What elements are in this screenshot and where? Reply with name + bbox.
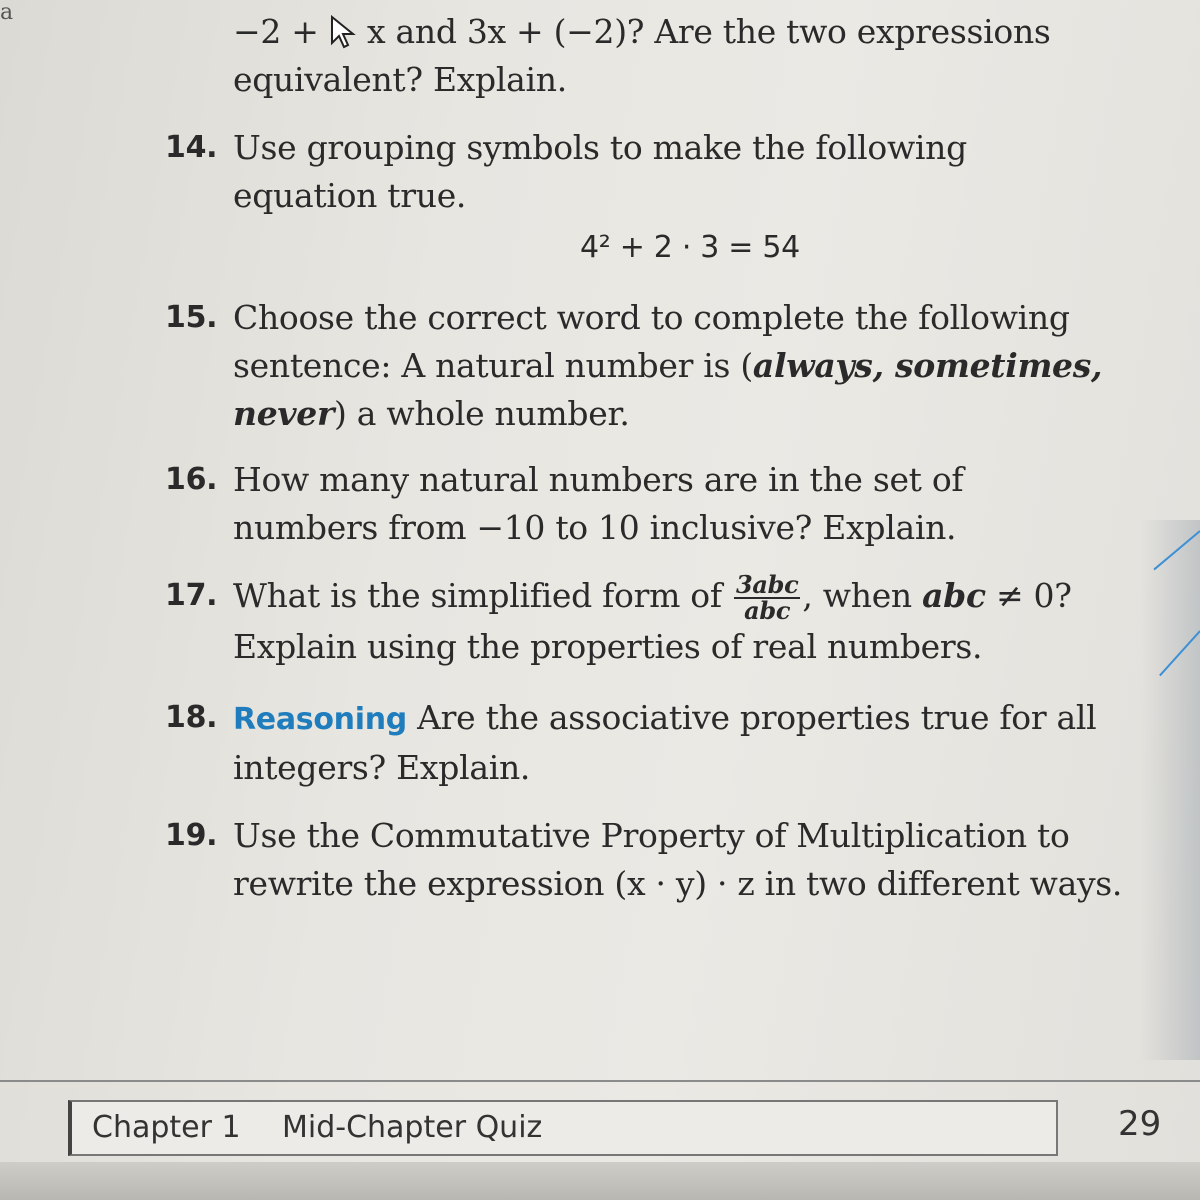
bottom-strip <box>0 1162 1200 1200</box>
problem-14-line-2: equation true. <box>233 176 467 215</box>
problem-16 <box>165 456 963 552</box>
problem-14-line-1: Use grouping symbols to make the following <box>233 128 967 167</box>
edge-line <box>1153 530 1200 570</box>
problem-13-line-1: −2 + x and 3x + (−2)? Are the two expressions <box>233 12 1051 51</box>
problem-19-line-2: rewrite the expression (x · y) · z in two different ways. <box>233 864 1123 903</box>
problem-18-line-1: Reasoning Are the associative properties true for all <box>233 698 1097 737</box>
problem-13-line-2: equivalent? Explain. <box>233 60 567 99</box>
problem-15-line-2: sentence: A natural number is (always, sometimes, <box>233 346 1103 385</box>
problem-number: 17. <box>165 578 218 613</box>
problem-15-line-1: Choose the correct word to complete the following <box>233 298 1070 337</box>
problem-number: 16. <box>165 462 218 497</box>
reasoning-label: Reasoning <box>233 702 407 737</box>
equation: 4² + 2 · 3 = 54 <box>579 230 800 265</box>
mouse-cursor-icon <box>329 15 357 49</box>
corner-mark: a <box>0 0 14 25</box>
problem-13 <box>165 8 1051 104</box>
problem-15 <box>165 294 1102 438</box>
page-edge-shadow <box>1140 520 1200 1060</box>
problem-15-line-3: never) a whole number. <box>233 394 630 433</box>
problem-18-line-2: integers? Explain. <box>233 748 531 787</box>
problem-17-line-2: Explain using the properties of real numbers. <box>233 627 983 666</box>
problem-16-line-2: numbers from −10 to 10 inclusive? Explain. <box>233 508 957 547</box>
problem-19 <box>165 812 1122 908</box>
footer-rule <box>0 1080 1200 1082</box>
problem-17-line-1: What is the simplified form of $\frac{\text{3abc}}{\text{abc}}$ , when abc ≠ 0? <box>233 570 1072 625</box>
problem-number: 15. <box>165 300 218 335</box>
problem-17 <box>165 572 1072 671</box>
problem-number: 18. <box>165 700 218 735</box>
fraction: $\frac{\text{3abc}}{\text{abc}}$ <box>735 570 799 625</box>
problem-19-line-1: Use the Commutative Property of Multiplication to <box>233 816 1070 855</box>
problem-14 <box>165 124 967 272</box>
problem-number: 19. <box>165 818 218 853</box>
problem-16-line-1: How many natural numbers are in the set of <box>233 460 964 499</box>
section-title: Mid-Chapter Quiz <box>282 1110 543 1145</box>
problem-18 <box>165 694 1096 792</box>
problem-number: 14. <box>165 130 218 165</box>
chapter-label: Chapter 1 <box>92 1110 241 1145</box>
page-number: 29 <box>1118 1104 1162 1144</box>
edge-line <box>1159 630 1200 676</box>
footer-box <box>68 1100 1058 1156</box>
